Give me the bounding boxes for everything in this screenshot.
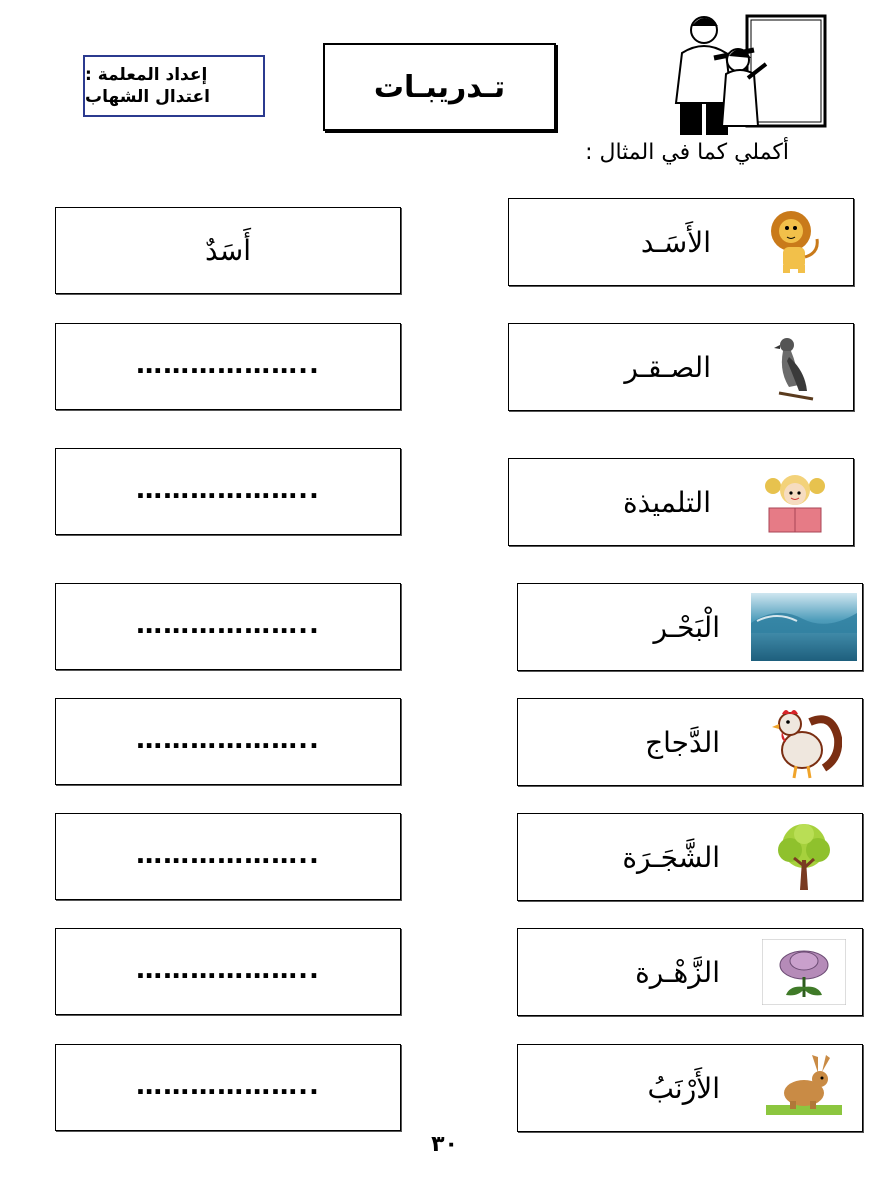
falcon-icon	[741, 332, 849, 402]
flower-icon	[750, 937, 858, 1007]
answer-blank: ………………..	[136, 724, 320, 755]
word-text: الزَّهْـرة	[635, 955, 720, 989]
word-box-8	[517, 1044, 863, 1132]
word-box-1	[508, 198, 854, 286]
word-text: الصـقـر	[624, 350, 711, 384]
teacher-credit-box	[83, 55, 265, 117]
answer-box-8[interactable]	[55, 1044, 401, 1131]
word-text: الدَّجاج	[645, 725, 720, 759]
page-number: ٣٠	[431, 1132, 458, 1157]
answer-box-5[interactable]	[55, 698, 401, 785]
word-box-4	[517, 583, 863, 671]
word-text: الأَسَـد	[640, 225, 711, 259]
word-text: الْبَحْـر	[653, 610, 720, 644]
word-text: التلميذة	[622, 485, 711, 519]
tree-icon	[750, 822, 858, 892]
answer-blank: ………………..	[136, 1070, 320, 1101]
rabbit-icon	[750, 1053, 858, 1123]
word-text: الأَرْنَبُ	[647, 1071, 720, 1105]
answer-text: أَسَدٌ	[205, 234, 251, 267]
answer-blank: ………………..	[136, 349, 320, 380]
answer-box-4[interactable]	[55, 583, 401, 670]
word-text: الشَّجَـرَة	[622, 840, 720, 874]
answer-blank: ………………..	[136, 954, 320, 985]
sea-icon	[750, 592, 858, 662]
word-box-2	[508, 323, 854, 411]
answer-box-6[interactable]	[55, 813, 401, 900]
word-box-3	[508, 458, 854, 546]
answer-blank: ………………..	[136, 839, 320, 870]
word-box-5	[517, 698, 863, 786]
page-title: تـدريبـات	[323, 43, 556, 131]
lion-icon	[741, 207, 849, 277]
rooster-icon	[750, 707, 858, 777]
teacher-credit-line1: إعداد المعلمة :	[85, 65, 208, 85]
instruction-text: أكملي كما في المثال :	[585, 140, 789, 165]
word-box-7	[517, 928, 863, 1016]
answer-box-1[interactable]	[55, 207, 401, 294]
answer-blank: ………………..	[136, 474, 320, 505]
answer-box-7[interactable]	[55, 928, 401, 1015]
answer-box-3[interactable]	[55, 448, 401, 535]
schoolgirl-icon	[741, 467, 849, 537]
teacher-credit-line2: اعتدال الشهاب	[85, 87, 210, 107]
teacher-at-board-icon	[652, 8, 832, 138]
word-box-6	[517, 813, 863, 901]
answer-blank: ………………..	[136, 609, 320, 640]
answer-box-2[interactable]	[55, 323, 401, 410]
